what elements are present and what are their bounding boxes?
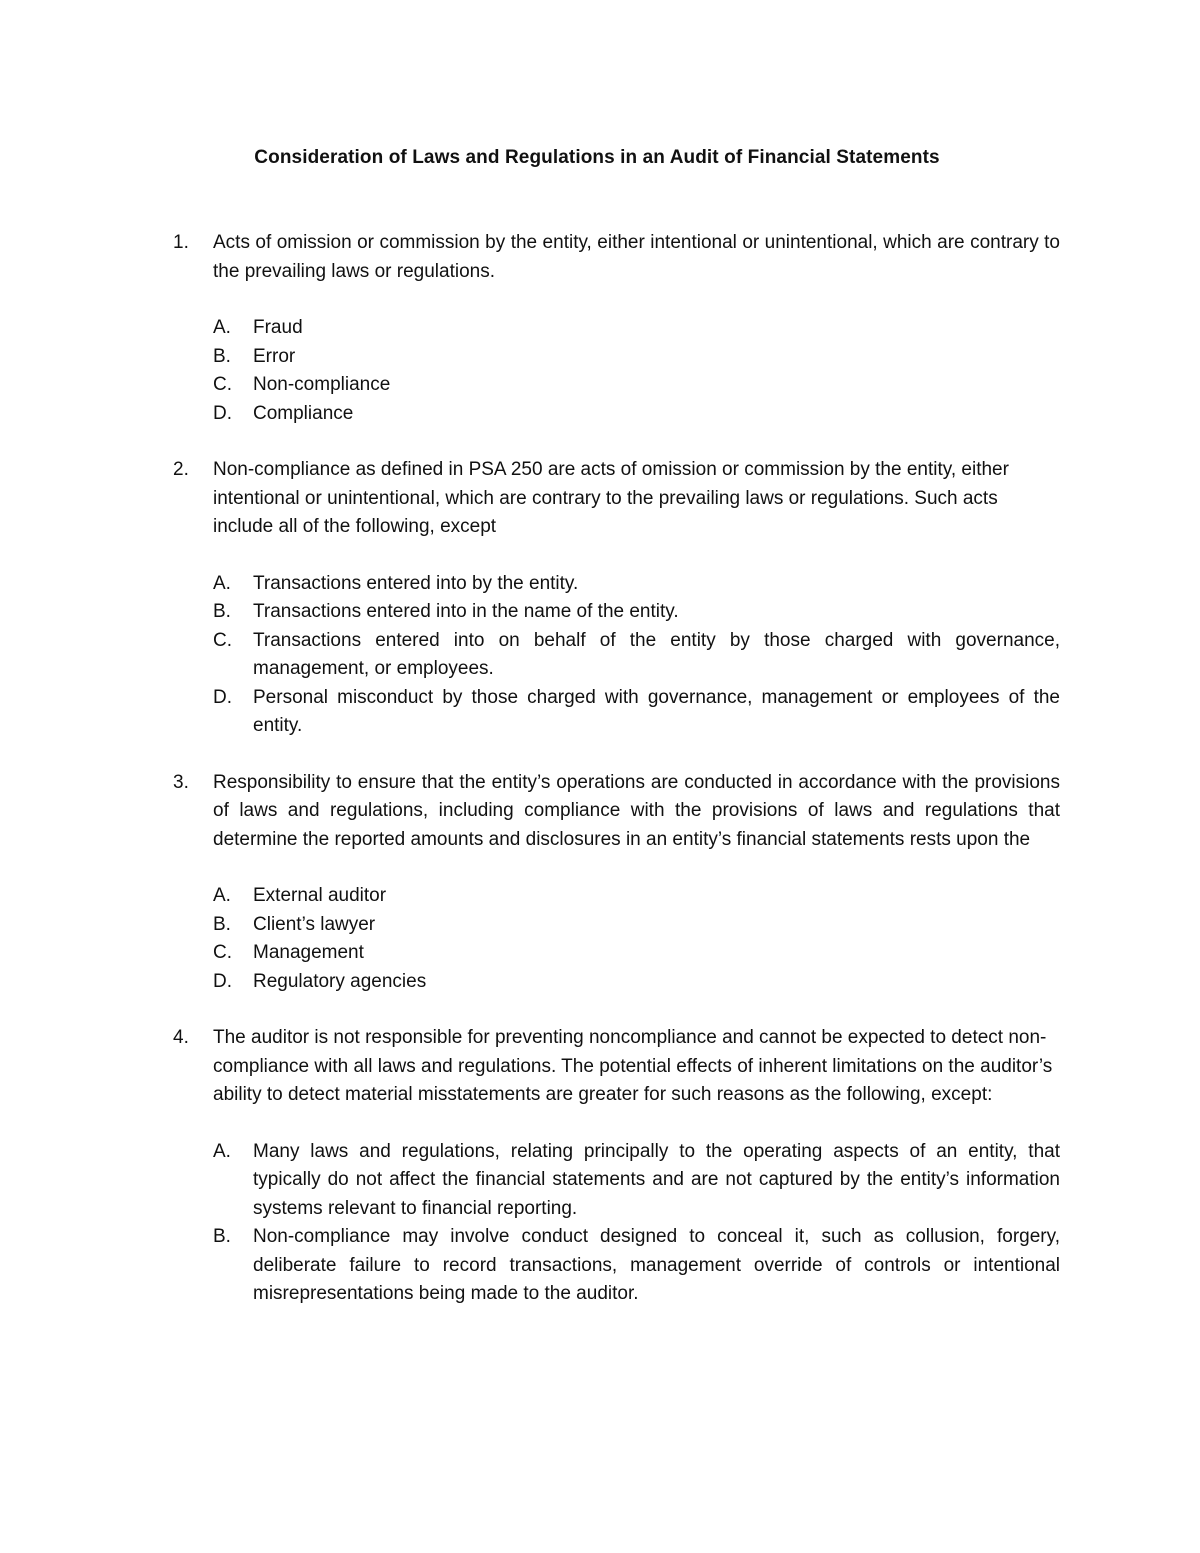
choice-text: Compliance [253, 402, 354, 424]
choice-a [213, 1138, 1060, 1224]
choice-letter: C. [213, 942, 232, 963]
choice-list [213, 882, 1060, 996]
choice-c [213, 939, 1060, 968]
choice-c [213, 371, 1060, 400]
choice-text: Transactions entered into by the entity. [253, 572, 579, 594]
choice-b [213, 343, 1060, 372]
choice-text: Transactions entered into in the name of the entity. [253, 601, 679, 622]
question-3 [166, 769, 1060, 997]
choice-a [213, 882, 1060, 911]
choice-letter: A. [213, 572, 231, 594]
choice-text: Transactions entered into on behalf of the entity by those charged with governance, management, or employees. [253, 629, 1060, 679]
choice-text: Error [253, 345, 296, 367]
question-number: 2. [173, 459, 189, 480]
choice-letter: B. [213, 913, 231, 935]
choice-letter: D. [213, 686, 232, 708]
question-1 [166, 229, 1060, 428]
question-text: Responsibility to ensure that the entity’s operations are conducted in accordance with the provisions of laws and regulations, including compliance with the provisions of laws and regulations that determine the reported amounts and disclosures in an entity’s financial statements rests upon the [213, 771, 1060, 850]
choice-letter: D. [213, 970, 232, 992]
choice-text: Management [253, 942, 364, 963]
choice-d [213, 968, 1060, 997]
question-text: Acts of omission or commission by the entity, either intentional or unintentional, which are contrary to the prevailing laws or regulations. [213, 232, 1060, 282]
choice-d [213, 684, 1060, 741]
choice-list [213, 314, 1060, 428]
choice-text: Client’s lawyer [253, 913, 376, 935]
question-list [166, 229, 1060, 1337]
choice-c [213, 627, 1060, 684]
choice-text: Many laws and regulations, relating principally to the operating aspects of an entity, that typically do not affect the financial statements and are not captured by the entity’s information systems relevant to financial reporting. [253, 1140, 1060, 1219]
page-title: Consideration of Laws and Regulations in an Audit of Financial Statements [254, 147, 940, 168]
choice-letter: C. [213, 374, 232, 395]
question-4 [166, 1024, 1060, 1309]
question-text: The auditor is not responsible for preventing noncompliance and cannot be expected to detect non-compliance with all laws and regulations. The potential effects of inherent limitations on the auditor’s ability to detect material misstatements are greater for such reasons as the following, except: [213, 1027, 1053, 1105]
choice-text: External auditor [253, 885, 387, 906]
choice-a [213, 314, 1060, 343]
choice-text: Regulatory agencies [253, 970, 427, 992]
choice-d [213, 400, 1060, 429]
choice-letter: B. [213, 345, 231, 367]
choice-text: Personal misconduct by those charged with governance, management or employees of the entity. [253, 686, 1060, 736]
choice-text: Non-compliance may involve conduct designed to conceal it, such as collusion, forgery, deliberate failure to record transactions, management override of controls or intentional misrepresentations being made to the auditor. [253, 1226, 1060, 1304]
choice-b [213, 911, 1060, 940]
choice-letter: B. [213, 601, 231, 622]
choice-b [213, 598, 1060, 627]
choice-a [213, 570, 1060, 599]
choice-b [213, 1223, 1060, 1309]
choice-letter: A. [213, 317, 231, 338]
question-number: 1. [173, 232, 189, 253]
choice-list [213, 1138, 1060, 1309]
choice-text: Non-compliance [253, 374, 391, 395]
choice-letter: D. [213, 402, 232, 424]
choice-letter: A. [213, 885, 231, 906]
question-text: Non-compliance as defined in PSA 250 are acts of omission or commission by the entity, either intentional or unintentional, which are contrary to the prevailing laws or regulations. Such acts include all of the following, except [213, 459, 1009, 537]
choice-letter: C. [213, 629, 232, 651]
choice-letter: B. [213, 1226, 231, 1247]
choice-letter: A. [213, 1140, 231, 1162]
choice-text: Fraud [253, 317, 303, 338]
question-number: 4. [173, 1027, 189, 1048]
question-number: 3. [173, 771, 189, 793]
question-2 [166, 456, 1060, 741]
choice-list [213, 570, 1060, 741]
